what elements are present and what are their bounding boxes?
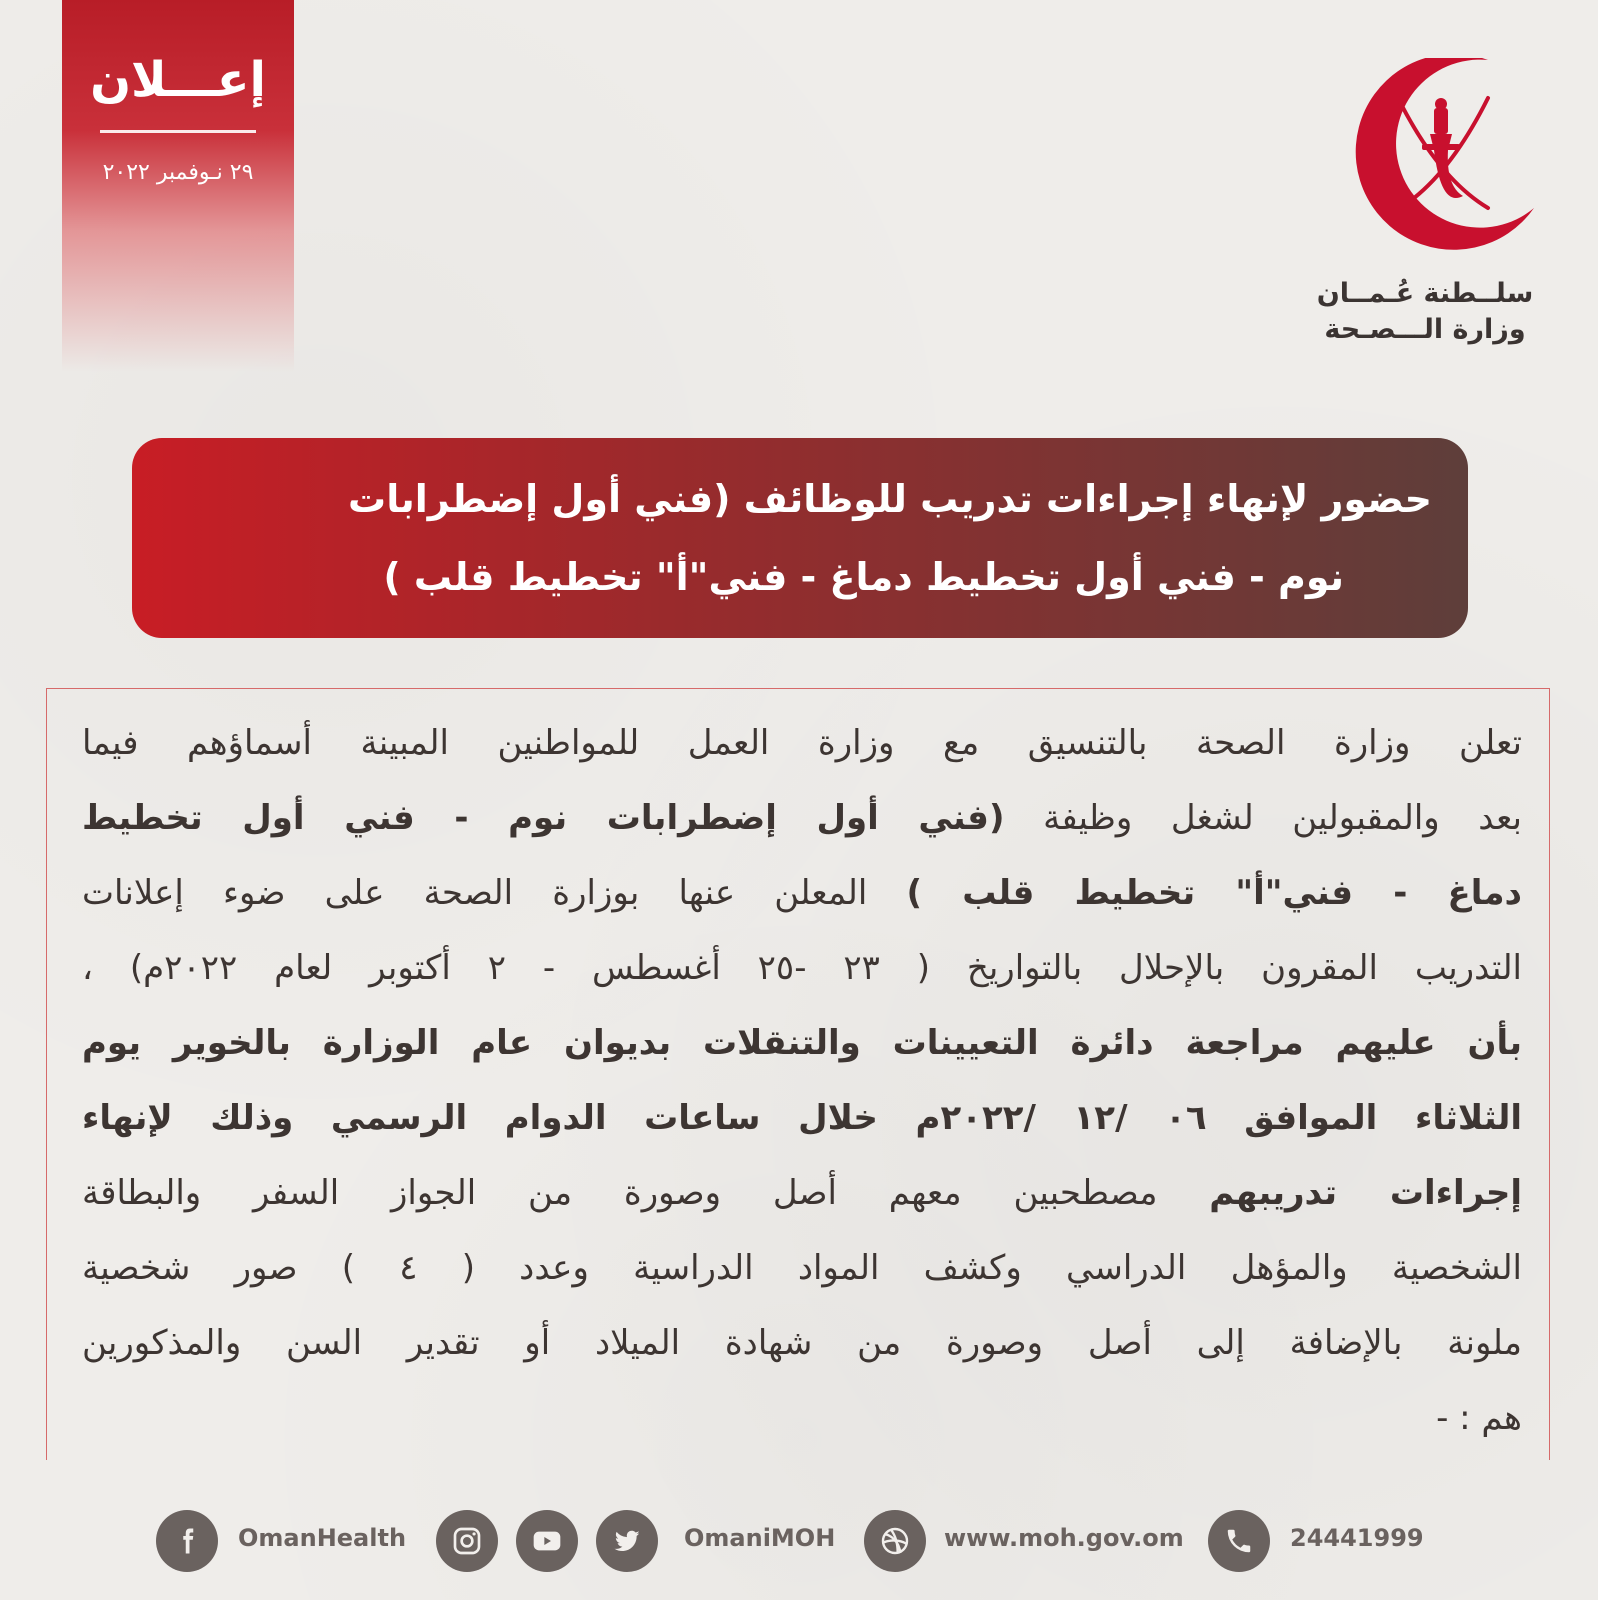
body-line	[82, 856, 1522, 931]
phone-icon[interactable]	[1208, 1510, 1270, 1572]
announcement-date: ٢٩ نـوفمبر ٢٠٢٢	[102, 160, 254, 185]
phone-number[interactable]: 24441999	[1290, 1524, 1424, 1552]
footer-contact-bar	[0, 1510, 1598, 1574]
body-line	[82, 781, 1522, 856]
instagram-icon[interactable]	[436, 1510, 498, 1572]
body-text-segment: بعد والمقبولين لشغل وظيفة	[1004, 798, 1522, 838]
body-bold-segment: دماغ - فني"أ" تخطيط قلب )	[906, 873, 1522, 913]
body-line-bold: بأن عليهم مراجعة دائرة التعيينات والتنقلات بديوان عام الوزارة بالخوير يوم	[82, 1023, 1522, 1063]
announcement-tag	[62, 0, 294, 372]
youtube-icon[interactable]	[516, 1510, 578, 1572]
body-bold-segment: (فني أول إضطرابات نوم - فني أول تخطيط	[82, 798, 1005, 838]
social-handle[interactable]: OmaniMOH	[684, 1524, 836, 1552]
globe-icon[interactable]	[864, 1510, 926, 1572]
website-link[interactable]: www.moh.gov.om	[944, 1524, 1184, 1552]
ministry-name	[1290, 276, 1560, 348]
body-text-segment: مصطحبين معهم أصل وصورة من الجواز السفر والبطاقة	[82, 1173, 1210, 1213]
body-line: هم : -	[1436, 1398, 1522, 1438]
logo-line-ministry: وزارة الـــصـحة	[1324, 314, 1526, 345]
body-line	[82, 1156, 1522, 1231]
announcement-label: إعـــلان	[90, 52, 266, 108]
headline-line-1: حضور لإنهاء إجراءات تدريب للوظائف (فني أول إضطرابات	[348, 477, 1432, 521]
headline-banner	[132, 438, 1468, 638]
body-bold-segment: إجراءات تدريبهم	[1209, 1173, 1522, 1213]
ministry-logo	[1338, 58, 1538, 258]
facebook-icon[interactable]	[156, 1510, 218, 1572]
announcement-body	[82, 706, 1522, 1456]
body-text-segment: المعلن عنها بوزارة الصحة على ضوء إعلانات	[82, 873, 907, 913]
body-line: التدريب المقرون بالإحلال بالتواريخ ( ٢٣ -٢٥ أغسطس - ٢ أكتوبر لعام ٢٠٢٢م) ،	[82, 948, 1522, 988]
body-line: تعلن وزارة الصحة بالتنسيق مع وزارة العمل للمواطنين المبينة أسماؤهم فيما	[82, 723, 1522, 763]
facebook-handle[interactable]: OmanHealth	[238, 1524, 407, 1552]
body-line: ملونة بالإضافة إلى أصل وصورة من شهادة الميلاد أو تقدير السن والمذكورين	[82, 1323, 1522, 1363]
oman-emblem-icon	[1338, 58, 1538, 258]
tag-divider	[100, 130, 256, 133]
body-line-bold: الثلاثاء الموافق ٠٦ /١٢ /٢٠٢٢م خلال ساعات الدوام الرسمي وذلك لإنهاء	[82, 1098, 1522, 1138]
logo-line-sultanate: سلــطنة عُـمــان	[1316, 278, 1534, 309]
headline-line-2: نوم - فني أول تخطيط دماغ - فني"أ" تخطيط قلب )	[383, 555, 1344, 599]
body-line: الشخصية والمؤهل الدراسي وكشف المواد الدراسية وعدد ( ٤ ) صور شخصية	[82, 1248, 1522, 1288]
twitter-icon[interactable]	[596, 1510, 658, 1572]
